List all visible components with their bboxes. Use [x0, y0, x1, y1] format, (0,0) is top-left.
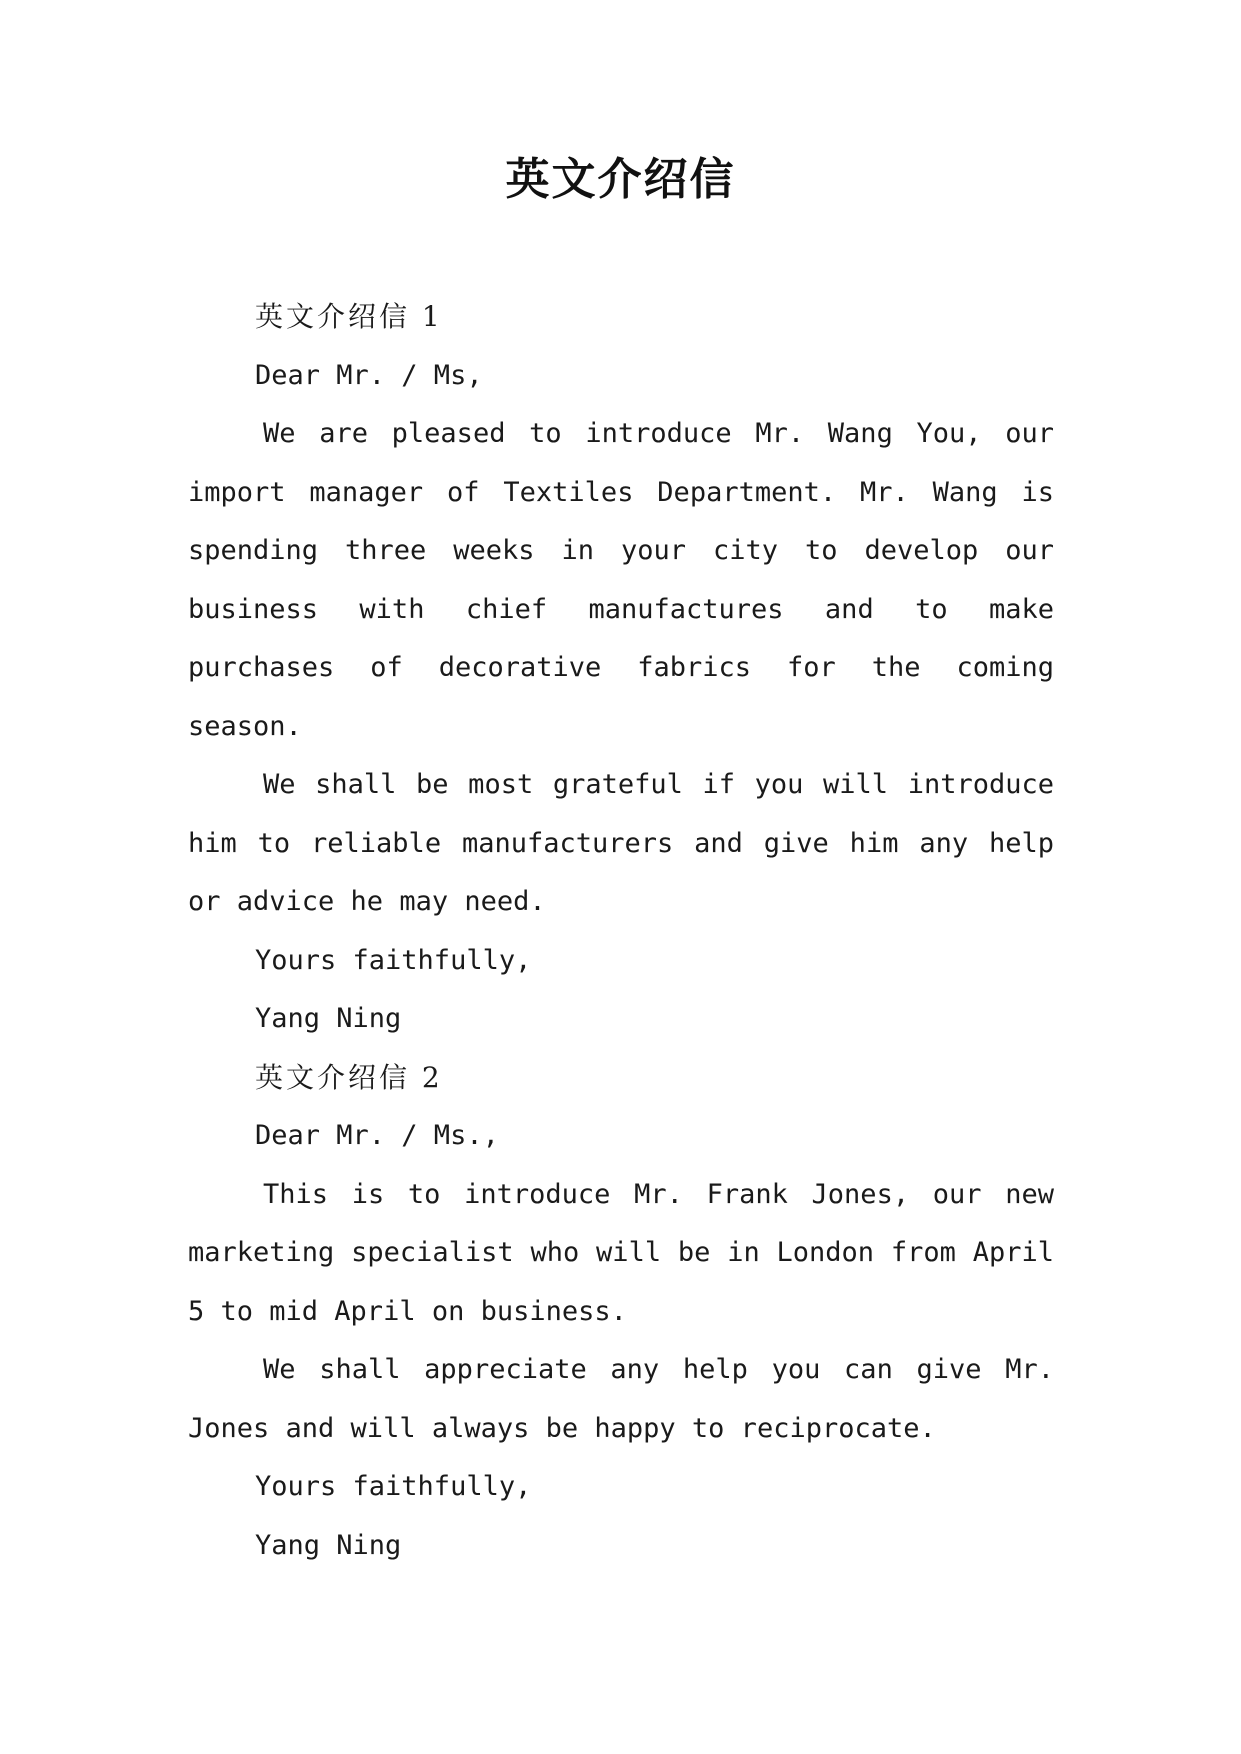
letter1-paragraph-2: We shall be most grateful if you will introduce him to reliable manufacturers and give him any help or advice he may need. [188, 769, 1054, 917]
letter1-signature: Yang Ning [255, 1003, 402, 1034]
letter1-heading: 英文介绍信 1 [255, 300, 443, 333]
document-body [188, 288, 1054, 1575]
letter1-paragraph-1: We are pleased to introduce Mr. Wang You, our import manager of Textiles Department. Mr. Wang is spending three weeks in your city to develop our business with chief manufactures and to make purchases of decorative fabrics for the coming season. [188, 418, 1054, 742]
letter2-paragraph-1: This is to introduce Mr. Frank Jones, our new marketing specialist who will be in London from April 5 to mid April on business. [188, 1178, 1054, 1327]
letter2-heading: 英文介绍信 2 [255, 1060, 443, 1094]
letter2-closing: Yours faithfully, [255, 1471, 532, 1502]
letter2-salutation: Dear Mr. / Ms., [255, 1120, 499, 1151]
letter2-paragraph-2: We shall appreciate any help you can give Mr. Jones and will always be happy to reciprocate. [188, 1354, 1054, 1444]
letter2-signature: Yang Ning [255, 1529, 402, 1561]
letter1-salutation: Dear Mr. / Ms, [255, 359, 483, 391]
document-title: 英文介绍信 [505, 154, 736, 205]
letter1-closing: Yours faithfully, [255, 944, 532, 976]
